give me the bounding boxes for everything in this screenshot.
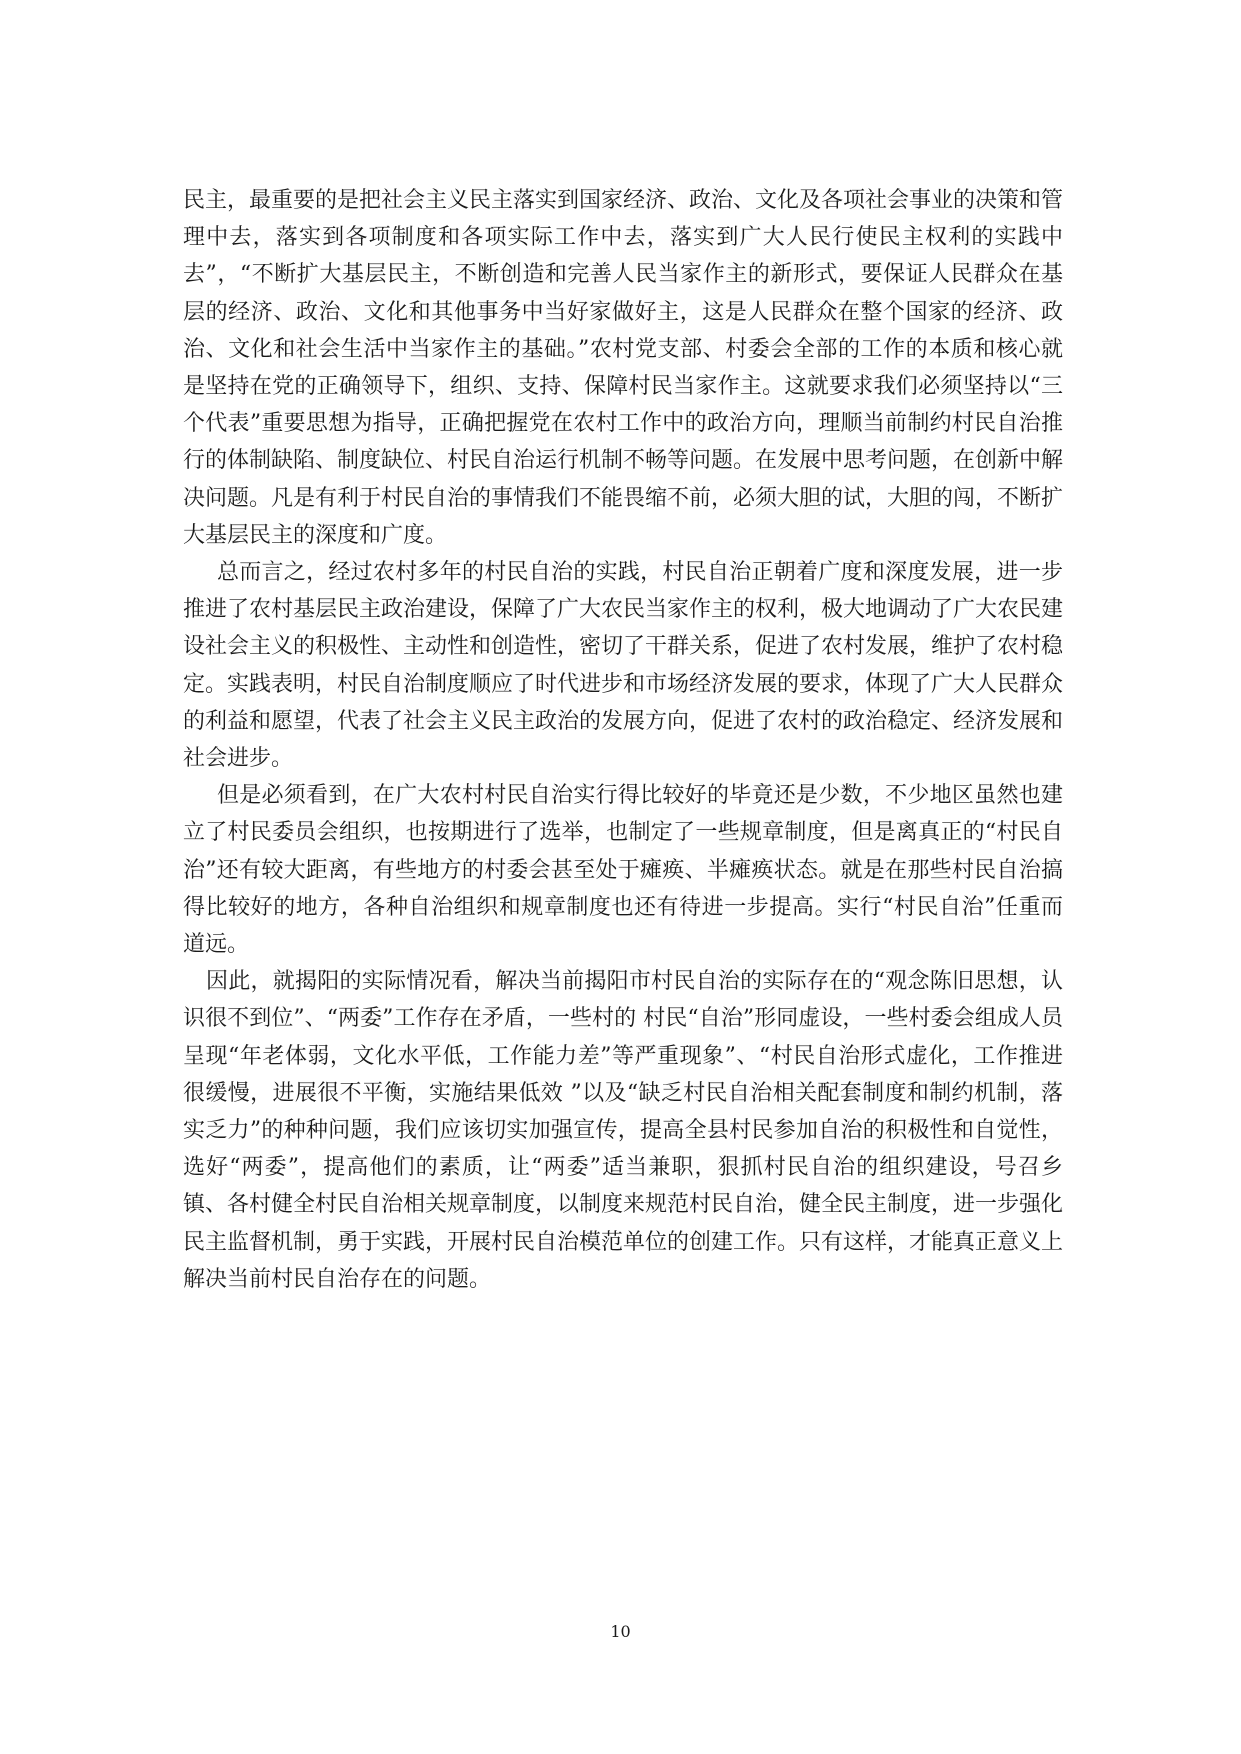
- paragraph-however: 但是必须看到，在广大农村村民自治实行得比较好的毕竟还是少数，不少地区虽然也建立了村民委员会组织，也按期进行了选举，也制定了一些规章制度，但是离真正的“村民自治”还有较大距离，有些地方的村委会甚至处于瘫痪、半瘫痪状态。就是在那些村民自治搞得比较好的地方，各种自治组织和规章制度也还有待进一步提高。实行“村民自治”任重而道远。: [183, 783, 1063, 958]
- paragraph-continuation: 民主，最重要的是把社会主义民主落实到国家经济、政治、文化及各项社会事业的决策和管理中去，落实到各项制度和各项实际工作中去，落实到广大人民行使民主权利的实践中去”，“不断扩大基层民主，不断创造和完善人民当家作主的新形式，要保证人民群众在基层的经济、政治、文化和其他事务中当好家做好主，这是人民群众在整个国家的经济、政治、文化和社会生活中当家作主的基础。”农村党支部、村委会全部的工作的本质和核心就是坚持在党的正确领导下，组织、支持、保障村民当家作主。这就要求我们必须坚持以“三个代表”重要思想为指导，正确把握党在农村工作中的政治方向，理顺当前制约村民自治推行的体制缺陷、制度缺位、村民自治运行机制不畅等问题。在发展中思考问题，在创新中解决问题。凡是有利于村民自治的事情我们不能畏缩不前，必须大胆的试，大胆的闯，不断扩大基层民主的深度和广度。: [183, 188, 1064, 548]
- paragraph-therefore: 因此，就揭阳的实际情况看，解决当前揭阳市村民自治的实际存在的“观念陈旧思想，认识很不到位”、“两委”工作存在矛盾，一些村的 村民“自治”形同虚设，一些村委会组成人员呈现“年老体弱，文化水平低，工作能力差”等严重现象”、“村民自治形式虚化，工作推进很缓慢，进展很不平衡，实施结果低效 ”以及“缺乏村民自治相关配套制度和制约机制，落实乏力”的种种问题，我们应该切实加强宣传，提高全县村民参加自治的积极性和自觉性，选好“两委”，提高他们的素质，让“两委”适当兼职，狠抓村民自治的组织建设，号召乡镇、各村健全村民自治相关规章制度，以制度来规范村民自治，健全民主制度，进一步强化民主监督机制，勇于实践，开展村民自治模范单位的创建工作。只有这样，才能真正意义上解决当前村民自治存在的问题。: [183, 969, 1064, 1292]
- paragraph-summary: 总而言之，经过农村多年的村民自治的实践，村民自治正朝着广度和深度发展，进一步推进了农村基层民主政治建设，保障了广大农民当家作主的权利，极大地调动了广大农民建设社会主义的积极性、主动性和创造性，密切了干群关系，促进了农村发展，维护了农村稳定。实践表明，村民自治制度顺应了时代进步和市场经济发展的要求，体现了广大人民群众的利益和愿望，代表了社会主义民主政治的发展方向，促进了农村的政治稳定、经济发展和社会进步。: [183, 560, 1064, 772]
- body-text: [183, 182, 1063, 1298]
- page-number: 10: [610, 1622, 631, 1641]
